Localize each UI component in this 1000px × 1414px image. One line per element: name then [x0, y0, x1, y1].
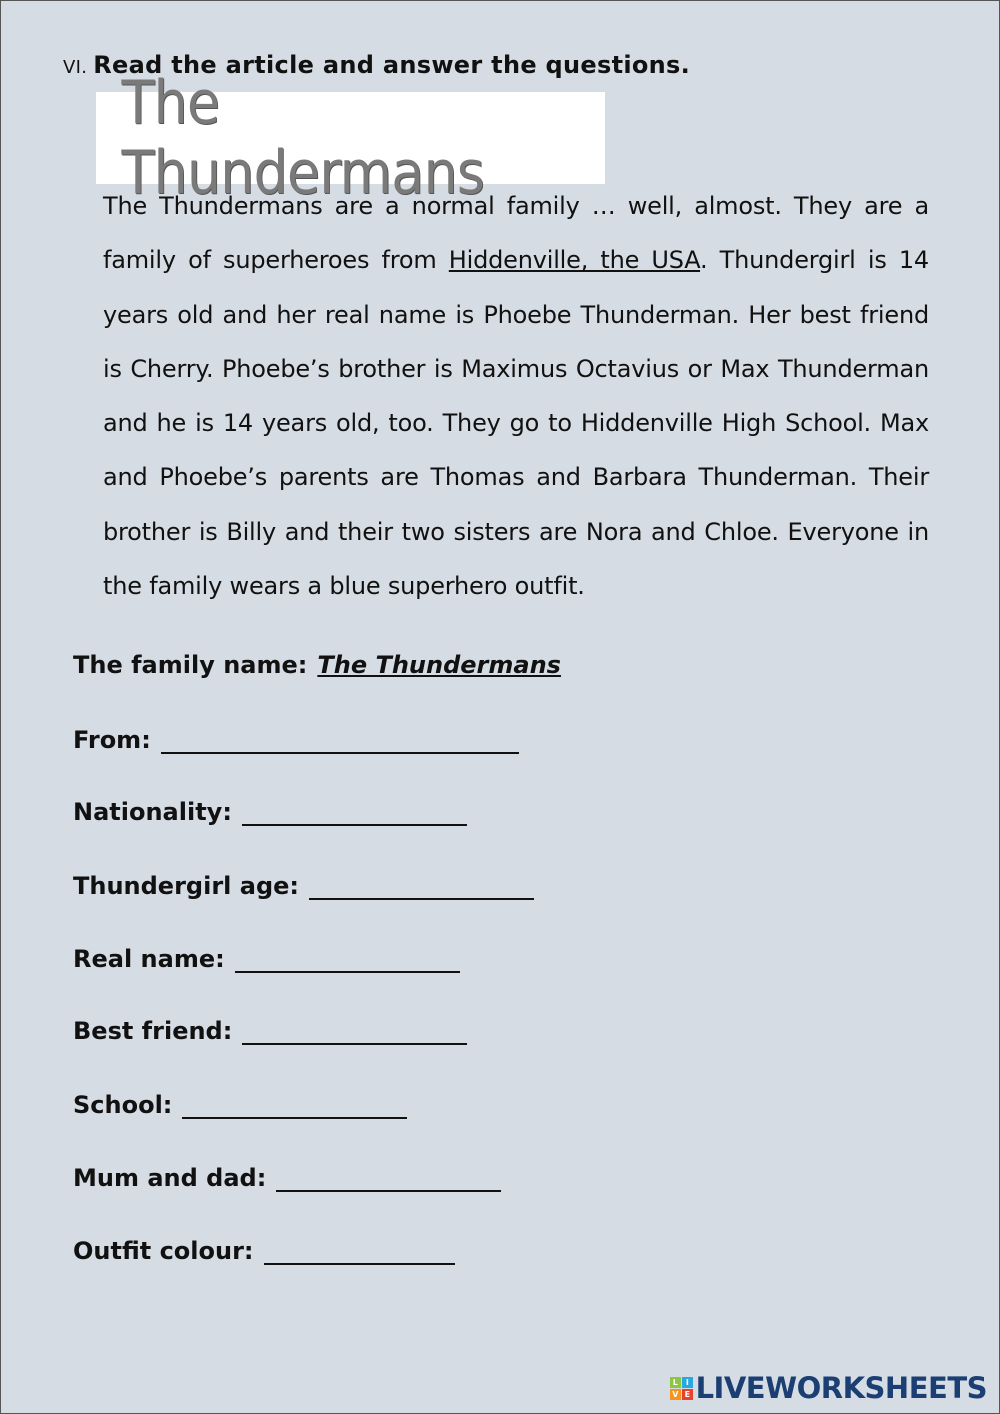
question-label: School: — [73, 1091, 173, 1119]
liveworksheets-logo — [670, 1371, 987, 1405]
question-age — [73, 870, 534, 900]
parents-input[interactable] — [276, 1162, 501, 1192]
question-label: Outfit colour: — [73, 1237, 254, 1265]
best-friend-input[interactable] — [242, 1015, 467, 1045]
instruction-text: Read the article and answer the questions. — [93, 51, 691, 79]
logo-text: LIVEWORKSHEETS — [695, 1371, 987, 1405]
question-label: Real name: — [73, 945, 225, 973]
school-input[interactable] — [182, 1089, 407, 1119]
question-real-name — [73, 943, 460, 973]
article-part: . Thundergirl is 14 years old and her real name is Phoebe Thunderman. Her best friend is Cherry. Phoebe’s brother is Maximus Octavius or Max Thunderman and he is 14 years old, too. They go to Hiddenville High School. Max and Phoebe’s parents are Thomas and Barbara Thunderman. Their brother is Billy and their two sisters are Nora and Chloe. Everyone in the family wears a blue superhero outfit. — [103, 246, 929, 601]
section-number: VI. — [63, 57, 88, 78]
title-banner — [96, 68, 605, 208]
logo-block: I — [682, 1377, 693, 1388]
logo-block: V — [670, 1389, 681, 1400]
question-label: Thundergirl age: — [73, 872, 299, 900]
logo-blocks-icon — [670, 1377, 693, 1400]
question-label: Mum and dad: — [73, 1164, 267, 1192]
question-family-name — [73, 651, 561, 679]
question-parents — [73, 1162, 501, 1192]
question-label: The family name: — [73, 651, 308, 679]
article-part: The Thundermans are a normal family … well, almost. They are a family of superheroes from — [103, 192, 929, 275]
from-input[interactable] — [161, 724, 519, 754]
outfit-input[interactable] — [264, 1235, 455, 1265]
logo-block: L — [670, 1377, 681, 1388]
real-name-input[interactable] — [235, 943, 460, 973]
banner-title: The Thundermans — [121, 68, 485, 208]
question-label: Nationality: — [73, 798, 232, 826]
question-school — [73, 1089, 407, 1119]
question-outfit — [73, 1235, 455, 1265]
age-input[interactable] — [309, 870, 534, 900]
question-nationality — [73, 796, 467, 826]
question-best-friend — [73, 1015, 467, 1045]
underlined-place: Hiddenville, the USA — [448, 246, 701, 275]
logo-block: E — [682, 1389, 693, 1400]
nationality-input[interactable] — [242, 796, 467, 826]
article-text — [103, 179, 929, 613]
question-label: From: — [73, 726, 151, 754]
question-from — [73, 724, 519, 754]
answer-example: The Thundermans — [317, 651, 561, 679]
question-label: Best friend: — [73, 1017, 233, 1045]
